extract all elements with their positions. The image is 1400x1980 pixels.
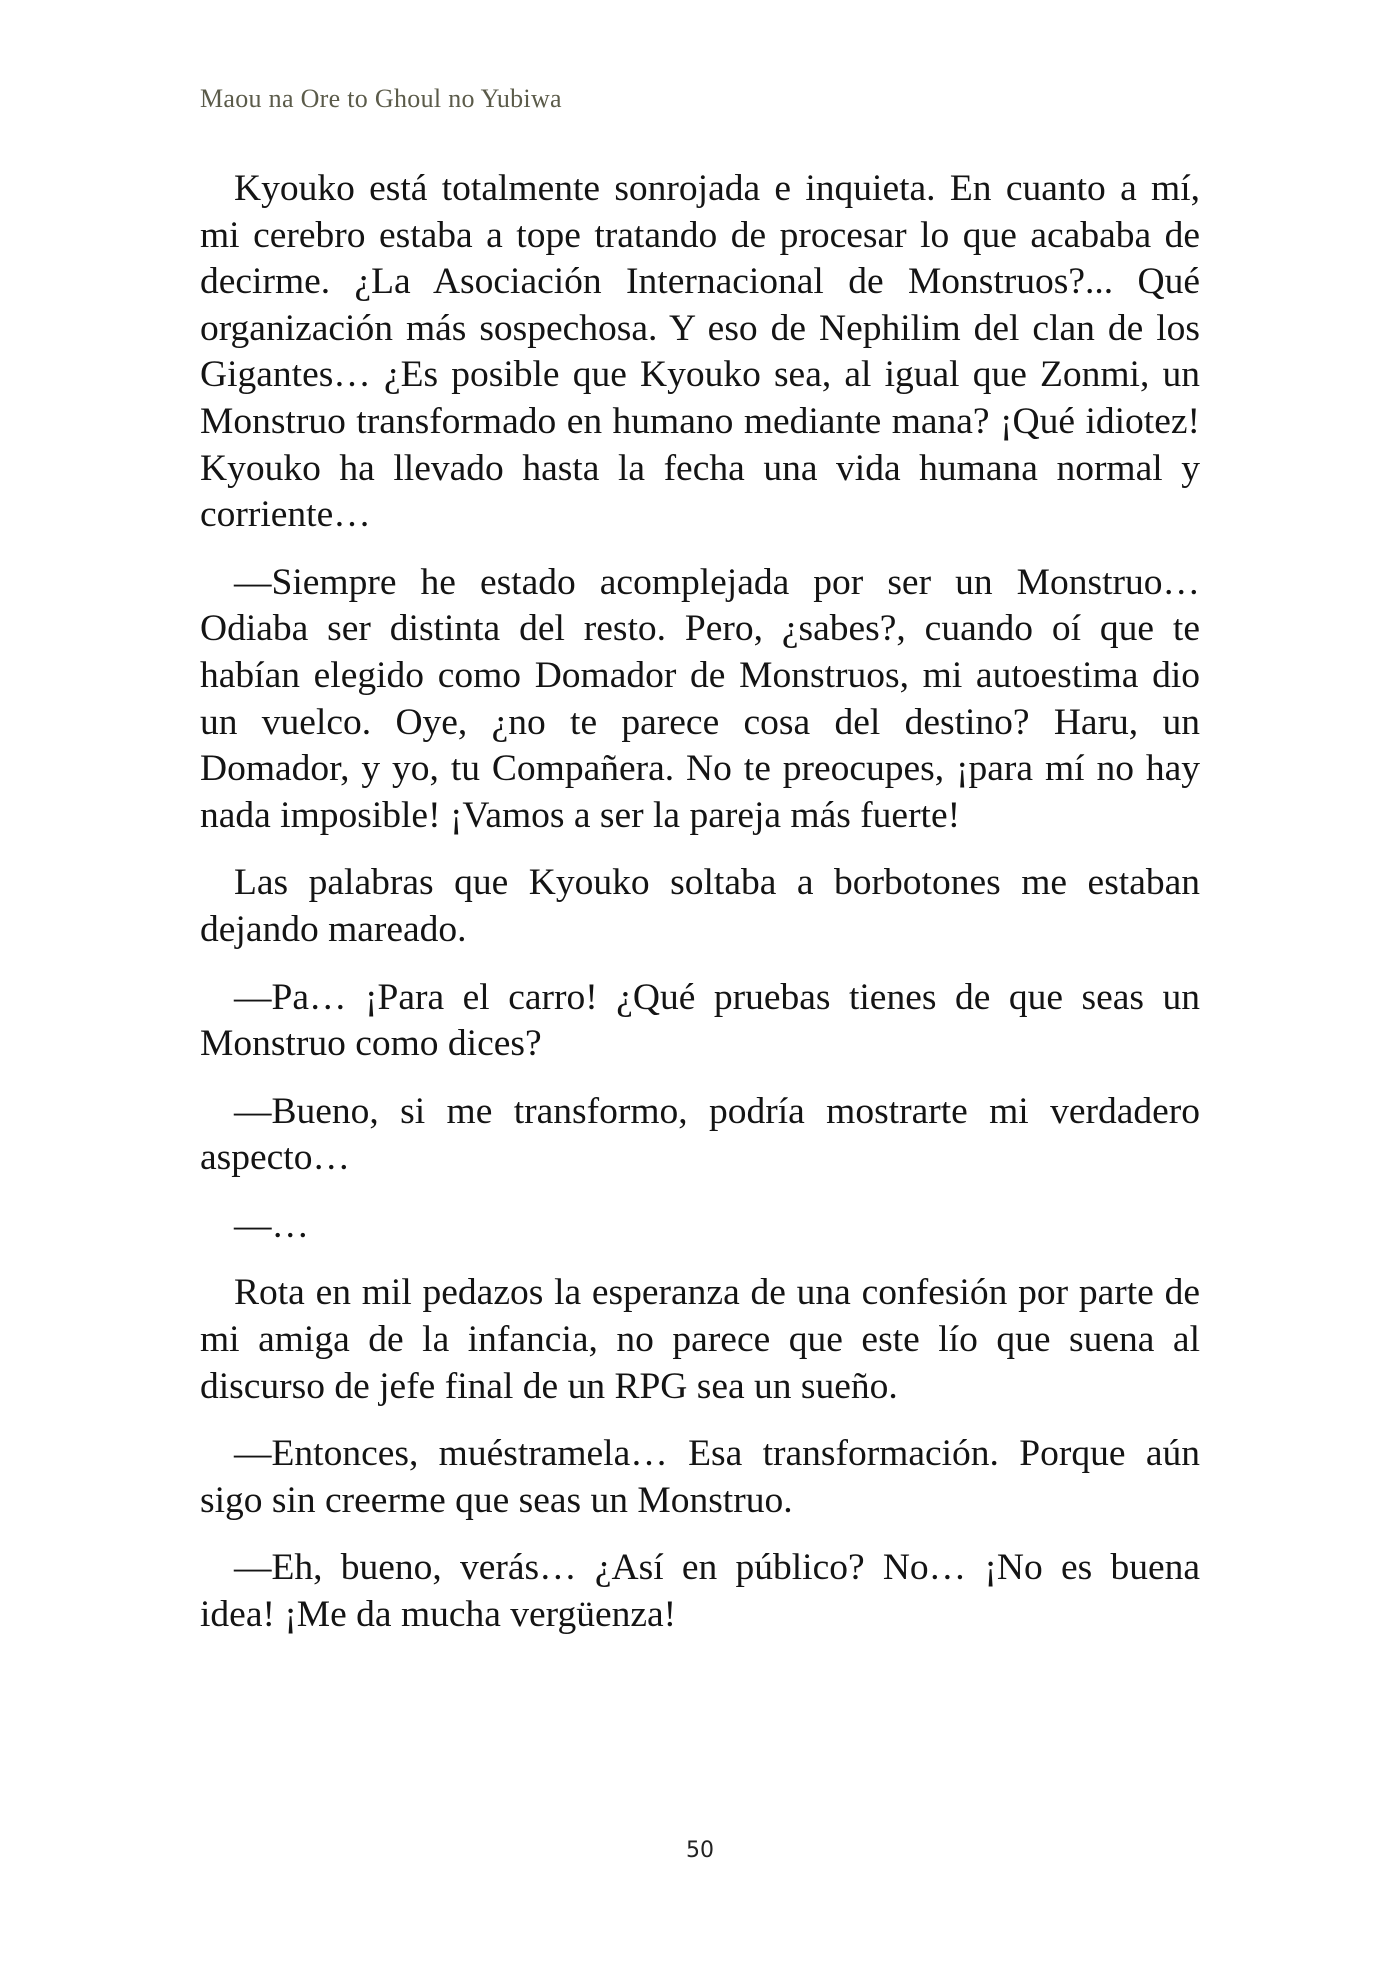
paragraph: Rota en mil pedazos la esperanza de una confesión por parte de mi amiga de la infancia, no parece que este lío que suena al discurso de jefe final de un RPG sea un sueño. (200, 1272, 1200, 1407)
paragraph: Kyouko está totalmente sonrojada e inquieta. En cuanto a mí, mi cerebro estaba a tope tratando de procesar lo que acababa de decirme. ¿La Asociación Internacional de Monstruos?... Qué organización más sospechosa. Y eso de Nephilim del clan de los Gigantes… ¿Es posible que Kyouko sea, al igual que Zonmi, un Monstruo transformado en humano mediante mana? ¡Qué idiotez! Kyouko ha llevado hasta la fecha una vida humana normal y corriente… (200, 168, 1200, 536)
paragraph: —Eh, bueno, verás… ¿Así en público? No… ¡No es buena idea! ¡Me da mucha vergüenza! (200, 1547, 1200, 1636)
paragraph: —Pa… ¡Para el carro! ¿Qué pruebas tienes de que seas un Monstruo como dices? (200, 976, 1200, 1065)
paragraph: —Entonces, muéstramela… Esa transformación. Porque aún sigo sin creerme que seas un Monstruo. (200, 1433, 1200, 1521)
paragraph: —… (234, 1204, 309, 1246)
paragraph: Las palabras que Kyouko soltaba a borbotones me estaban dejando mareado. (200, 862, 1200, 950)
page-number: 50 (686, 1838, 714, 1863)
paragraph: —Bueno, si me transformo, podría mostrarte mi verdadero aspecto… (200, 1090, 1200, 1179)
body-text (200, 166, 1200, 1660)
paragraph: —Siempre he estado acomplejada por ser un Monstruo… Odiaba ser distinta del resto. Pero, ¿sabes?, cuando oí que te habían elegido como Domador de Monstruos, mi autoestima dio un vuelco. Oye, ¿no te parece cosa del destino? Haru, un Domador, y yo, tu Compañera. No te preocupes, ¡para mí no hay nada imposible! ¡Vamos a ser la pareja más fuerte! (200, 561, 1200, 836)
running-header: Maou na Ore to Ghoul no Yubiwa (200, 84, 562, 113)
